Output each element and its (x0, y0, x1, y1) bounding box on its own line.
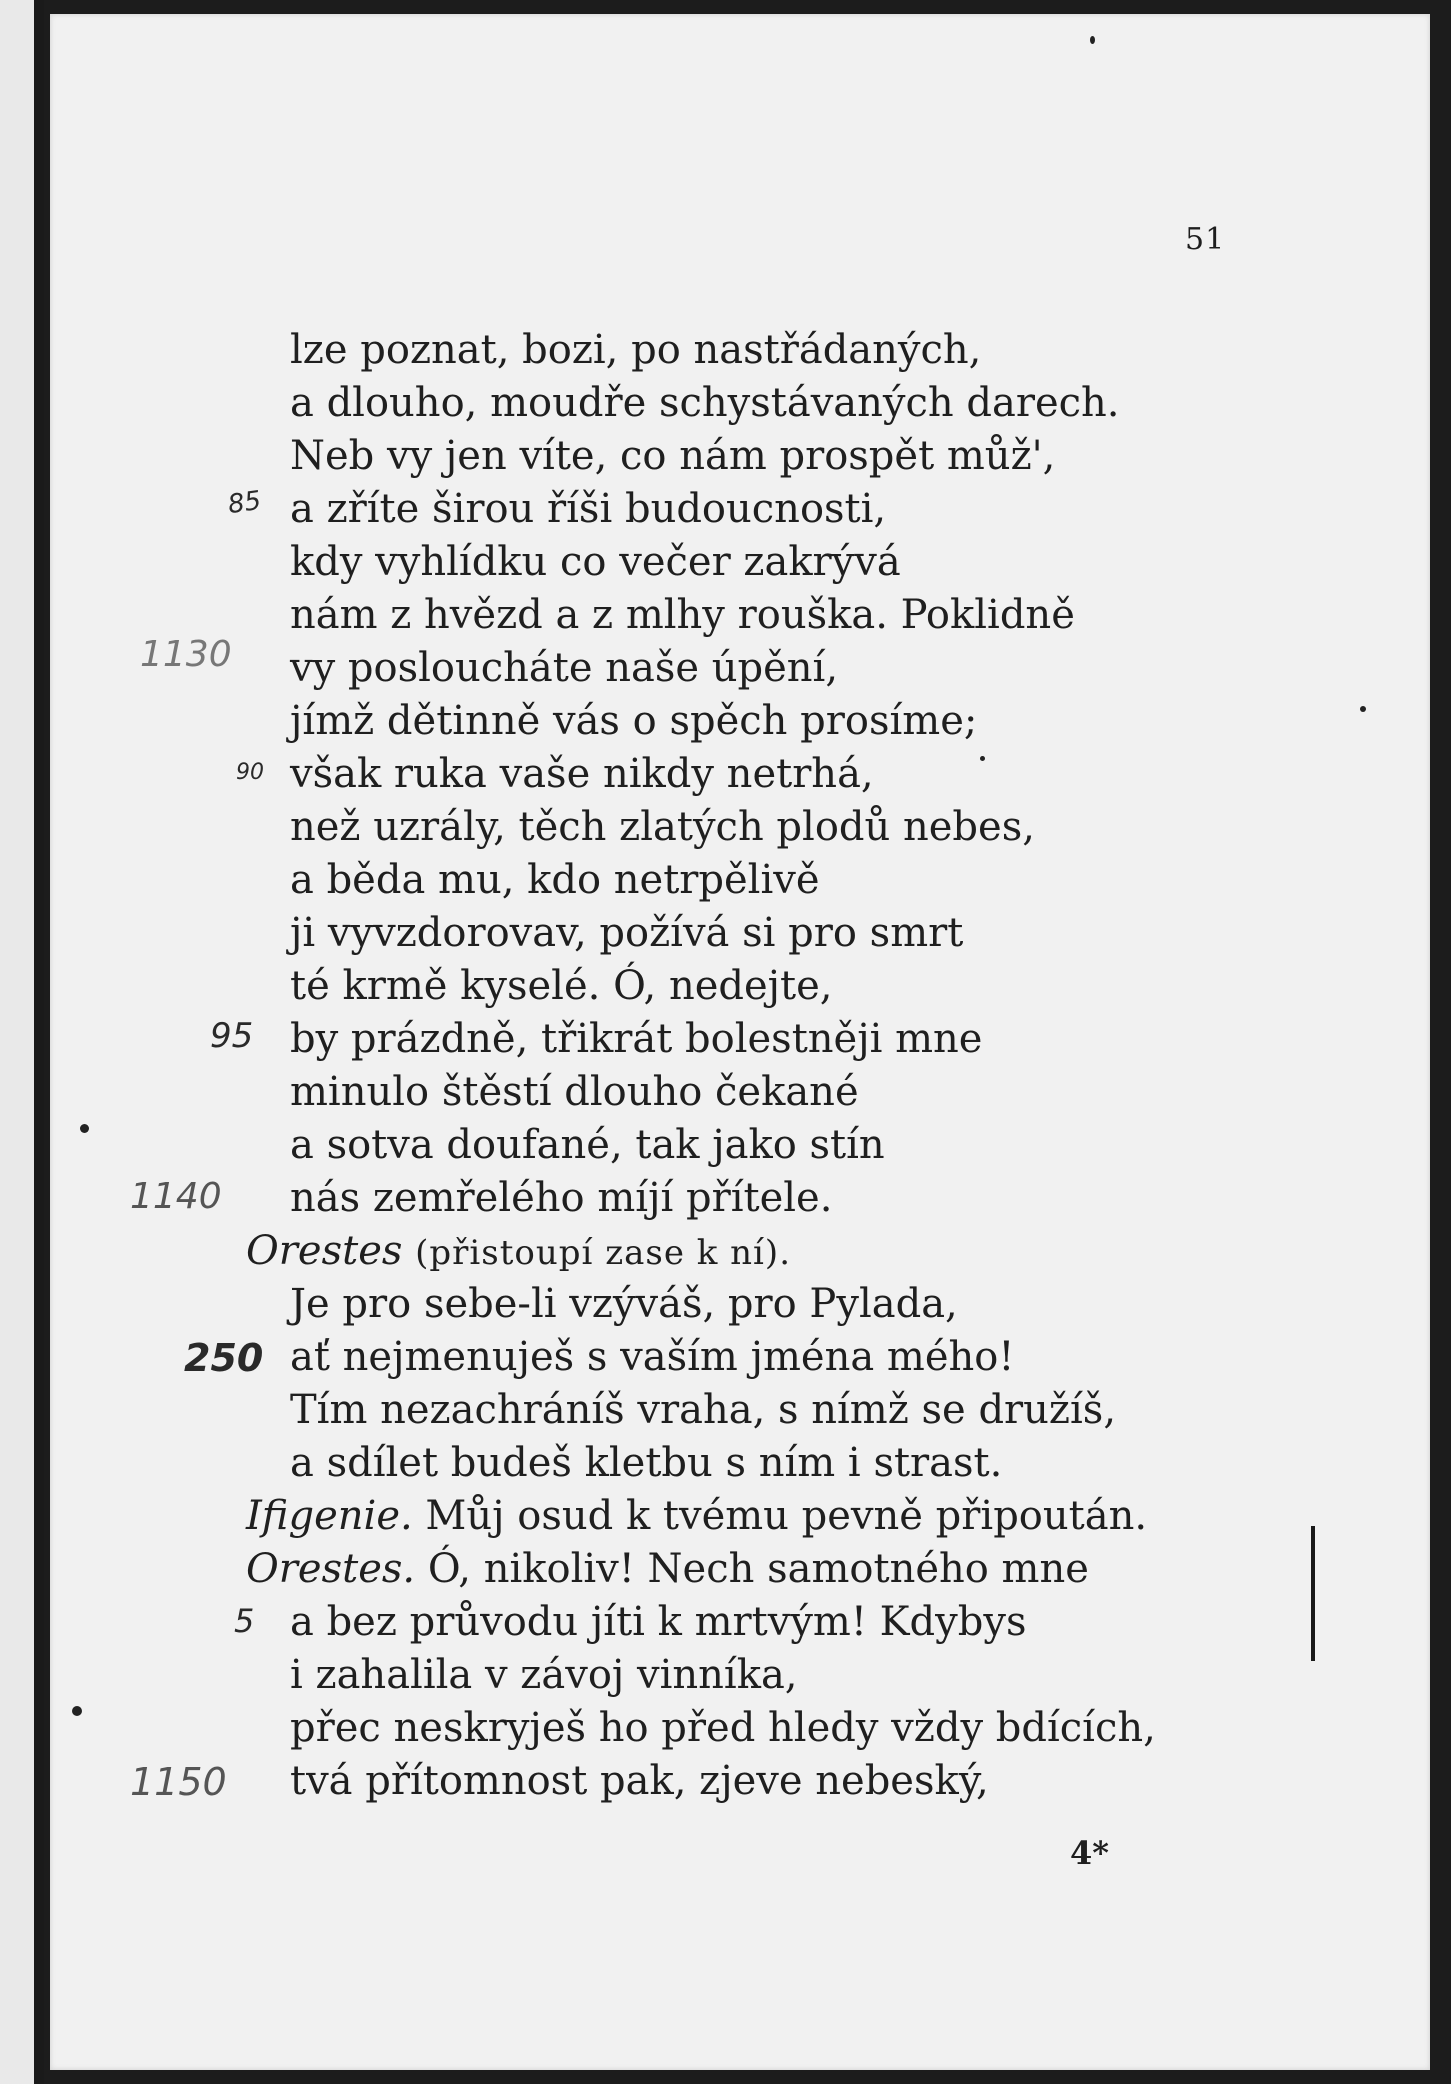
verse-line: by prázdně, třikrát bolestněji mne (290, 1016, 983, 1062)
speaker-line: Orestes. Ó, nikoliv! Nech samotného mne (246, 1546, 1089, 1592)
verse-line: lze poznat, bozi, po nastřádaných, (290, 327, 982, 373)
speaker-line: Ifigenie. Můj osud k tvému pevně připoután. (246, 1493, 1148, 1539)
ink-speck (80, 1124, 89, 1133)
ink-speck (1090, 36, 1095, 44)
page-number: 51 (1185, 222, 1226, 257)
margin-note: 85 (226, 485, 264, 521)
verse-line: jímž dětinně vás o spěch prosíme; (290, 698, 978, 744)
verse-line: Neb vy jen víte, co nám prospět můž', (290, 433, 1056, 479)
margin-note: 1130 (140, 634, 232, 675)
verse-line: i zahalila v závoj vinníka, (290, 1652, 798, 1698)
speaker-name: Orestes (246, 1228, 403, 1274)
verse-line: a běda mu, kdo netrpělivě (290, 857, 820, 903)
ink-speck (72, 1706, 82, 1716)
speaker-line (246, 1225, 791, 1278)
verse-line: a sdílet budeš kletbu s ním i strast. (290, 1440, 1003, 1486)
verse-line: tvá přítomnost pak, zjeve nebeský, (290, 1758, 989, 1804)
verse-line: nás zemřelého míjí přítele. (290, 1175, 833, 1221)
speaker-name: Orestes. (246, 1546, 416, 1592)
verse-line: Tím nezachráníš vraha, s nímž se družíš, (290, 1387, 1117, 1433)
verse-line: Je pro sebe-li vzýváš, pro Pylada, (290, 1281, 958, 1327)
verse-line: vy posloucháte naše úpění, (290, 645, 839, 691)
margin-note: 1140 (130, 1176, 222, 1217)
verse-line: přec neskryješ ho před hledy vždy bdících, (290, 1705, 1156, 1751)
book-page (50, 14, 1430, 2070)
verse-line: však ruka vaše nikdy netrhá, (290, 751, 874, 797)
ink-speck (1360, 706, 1366, 712)
verse-line: a zříte širou říši budoucnosti, (290, 486, 887, 532)
verse-line: nám z hvězd a z mlhy rouška. Poklidně (290, 592, 1075, 638)
margin-note: 1150 (130, 1760, 227, 1804)
verse-line: a bez průvodu jíti k mrtvým! Kdybys (290, 1599, 1027, 1645)
verse-line: kdy vyhlídku co večer zakrývá (290, 539, 901, 585)
margin-note: 5 (234, 1602, 255, 1640)
verse-line: té krmě kyselé. Ó, nedejte, (290, 963, 833, 1009)
adjacent-page-edge (0, 0, 44, 2084)
margin-pencil-line (1311, 1526, 1315, 1661)
verse-line: a dlouho, moudře schystávaných darech. (290, 380, 1120, 426)
verse-line: a sotva doufané, tak jako stín (290, 1122, 885, 1168)
margin-note: 250 (184, 1336, 264, 1380)
speaker-name: Ifigenie. (246, 1493, 413, 1539)
verse-line: ať nejmenuješ s vaším jména mého! (290, 1334, 1015, 1380)
verse-line: minulo štěstí dlouho čekané (290, 1069, 859, 1115)
ink-speck (980, 756, 985, 761)
margin-note: 90 (236, 760, 264, 785)
signature-mark: 4* (1070, 1834, 1109, 1872)
margin-note: 95 (210, 1016, 254, 1056)
stage-direction: (přistoupí zase k ní). (415, 1233, 792, 1273)
verse-line: ji vyvzdorovav, požívá si pro smrt (290, 910, 964, 956)
verse-line: než uzrály, těch zlatých plodů nebes, (290, 804, 1035, 850)
